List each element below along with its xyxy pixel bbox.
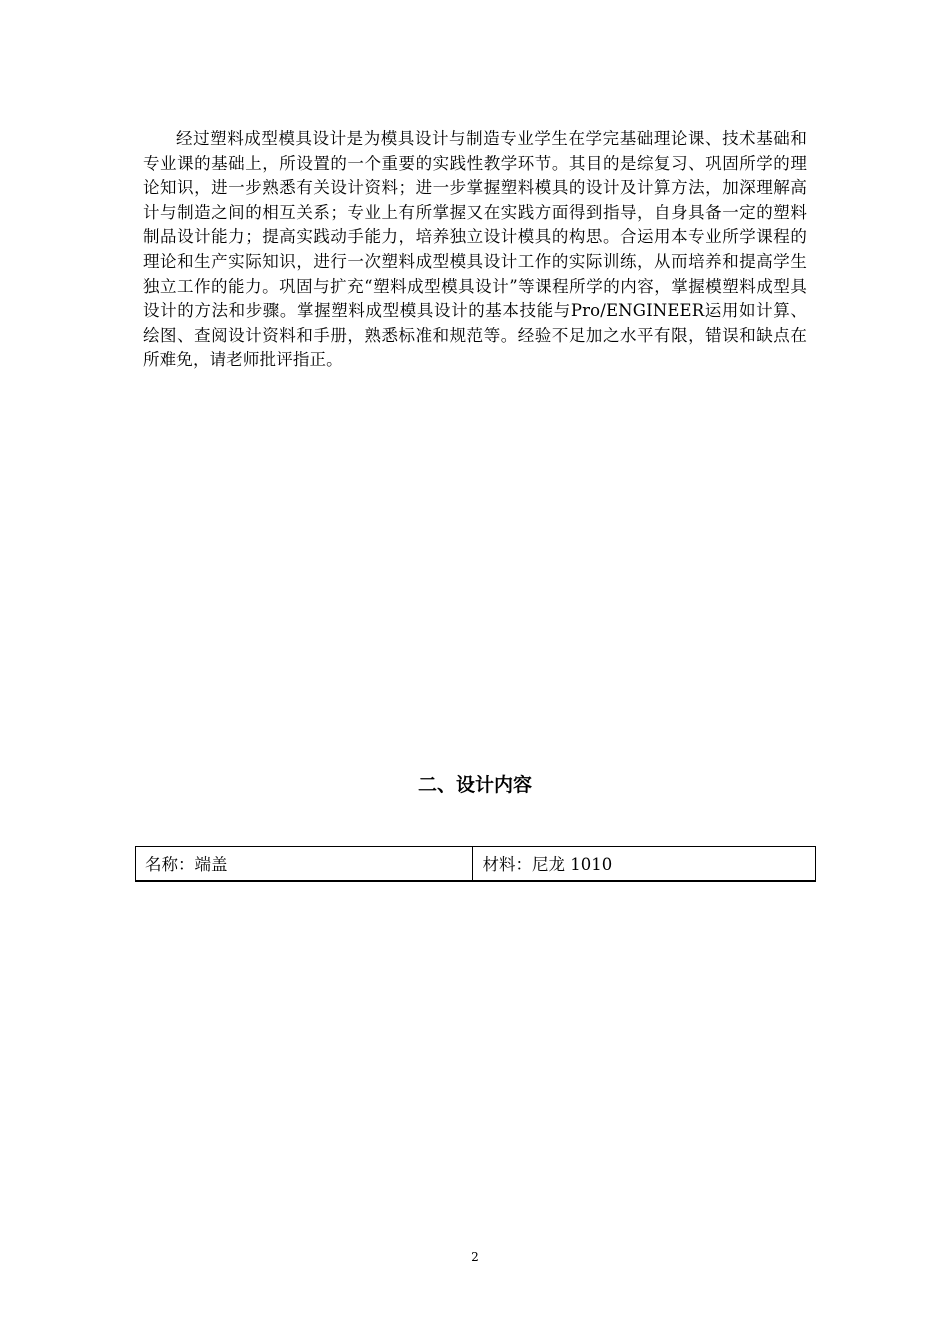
design-info-table (135, 846, 816, 882)
intro-paragraph: 经过塑料成型模具设计是为模具设计与制造专业学生在学完基础理论课、技术基础和专业课的基础上，所设置的一个重要的实践性教学环节。其目的是综复习、巩固所学的理论知识，进一步熟悉有关设计资料；进一步掌握塑料模具的设计及计算方法，加深理解高计与制造之间的相互关系；专业上有所掌握又在实践方面得到指导，自身具备一定的塑料制品设计能力；提高实践动手能力，培养独立设计模具的构思。合运用本专业所学课程的理论和生产实际知识，进行一次塑料成型模具设计工作的实际训练，从而培养和提高学生独立工作的能力。巩固与扩充“塑料成型模具设计”等课程所学的内容，掌握模塑料成型具设计的方法和步骤。掌握塑料成型模具设计的基本技能与Pro/ENGINEER运用如计算、绘图、查阅设计资料和手册，熟悉标准和规范等。经验不足加之水平有限，错误和缺点在所难免，请老师批评指正。 (143, 129, 807, 370)
page-number: 2 (471, 1250, 479, 1264)
table-row (136, 847, 816, 881)
material-cell: 材料：尼龙 1010 (473, 847, 816, 881)
part-name-cell: 名称：端盖 (136, 847, 473, 881)
section-title: 二、设计内容 (417, 774, 532, 796)
